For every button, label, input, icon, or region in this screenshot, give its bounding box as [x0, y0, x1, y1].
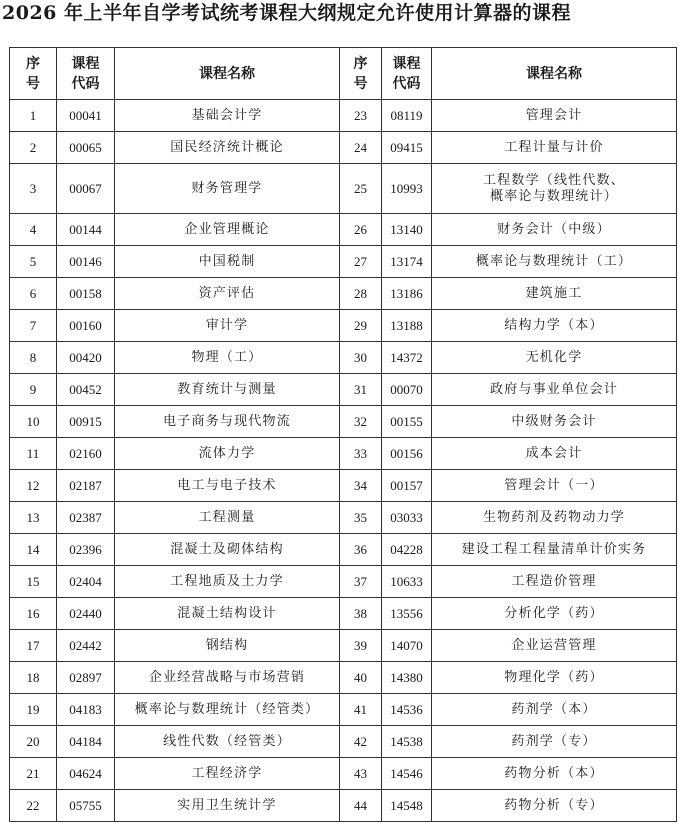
left-name-cell: 工程测量	[115, 502, 340, 534]
left-seq-cell: 12	[10, 470, 57, 502]
right-name-cell: 成本会计	[432, 438, 677, 470]
right-code-cell: 10633	[382, 566, 432, 598]
right-code-cell: 14538	[382, 726, 432, 758]
right-name-cell: 财务会计（中级）	[432, 214, 677, 246]
right-seq-cell: 26	[340, 214, 382, 246]
left-seq-cell: 4	[10, 214, 57, 246]
table-row	[10, 132, 677, 164]
left-seq-cell: 22	[10, 790, 57, 822]
right-name-cell: 药剂学（专）	[432, 726, 677, 758]
left-code-cell: 02440	[57, 598, 115, 630]
right-name-cell: 建设工程工程量清单计价实务	[432, 534, 677, 566]
header-code-left: 课程 代码	[57, 48, 115, 100]
right-seq-cell: 41	[340, 694, 382, 726]
left-name-cell: 物理（工）	[115, 342, 340, 374]
left-name-cell: 工程地质及土力学	[115, 566, 340, 598]
table-row	[10, 374, 677, 406]
page-title: 2026 年上半年自学考试统考课程大纲规定允许使用计算器的课程	[2, 2, 571, 24]
right-code-cell: 00070	[382, 374, 432, 406]
left-seq-cell: 9	[10, 374, 57, 406]
left-code-cell: 00158	[57, 278, 115, 310]
left-code-cell: 02160	[57, 438, 115, 470]
right-name-cell: 中级财务会计	[432, 406, 677, 438]
right-code-cell: 13174	[382, 246, 432, 278]
right-seq-cell: 34	[340, 470, 382, 502]
left-seq-cell: 7	[10, 310, 57, 342]
left-name-cell: 资产评估	[115, 278, 340, 310]
right-code-cell: 04228	[382, 534, 432, 566]
left-code-cell: 00067	[57, 164, 115, 214]
table-row	[10, 790, 677, 822]
header-seq-right: 序 号	[340, 48, 382, 100]
left-name-cell: 线性代数（经管类）	[115, 726, 340, 758]
right-seq-cell: 28	[340, 278, 382, 310]
left-name-cell: 企业管理概论	[115, 214, 340, 246]
right-name-cell: 工程数学（线性代数、 概率论与数理统计）	[432, 164, 677, 214]
left-code-cell: 04184	[57, 726, 115, 758]
left-seq-cell: 3	[10, 164, 57, 214]
right-seq-cell: 35	[340, 502, 382, 534]
left-seq-cell: 17	[10, 630, 57, 662]
table-row	[10, 438, 677, 470]
right-name-cell: 概率论与数理统计（工）	[432, 246, 677, 278]
right-seq-cell: 39	[340, 630, 382, 662]
right-seq-cell: 42	[340, 726, 382, 758]
table-header-row	[10, 48, 677, 100]
right-code-cell: 00155	[382, 406, 432, 438]
left-code-cell: 00420	[57, 342, 115, 374]
left-code-cell: 02404	[57, 566, 115, 598]
right-name-cell: 管理会计	[432, 100, 677, 132]
right-name-cell: 生物药剂及药物动力学	[432, 502, 677, 534]
right-seq-cell: 43	[340, 758, 382, 790]
right-code-cell: 14070	[382, 630, 432, 662]
table-row	[10, 502, 677, 534]
right-name-cell: 结构力学（本）	[432, 310, 677, 342]
right-name-cell: 政府与事业单位会计	[432, 374, 677, 406]
table-row	[10, 342, 677, 374]
right-seq-cell: 27	[340, 246, 382, 278]
left-seq-cell: 11	[10, 438, 57, 470]
left-seq-cell: 14	[10, 534, 57, 566]
table-row	[10, 214, 677, 246]
right-seq-cell: 30	[340, 342, 382, 374]
left-code-cell: 04183	[57, 694, 115, 726]
table-row	[10, 598, 677, 630]
right-name-cell: 药剂学（本）	[432, 694, 677, 726]
table-row	[10, 630, 677, 662]
left-name-cell: 电工与电子技术	[115, 470, 340, 502]
right-code-cell: 14372	[382, 342, 432, 374]
right-seq-cell: 24	[340, 132, 382, 164]
right-code-cell: 14380	[382, 662, 432, 694]
left-code-cell: 00452	[57, 374, 115, 406]
left-name-cell: 教育统计与测量	[115, 374, 340, 406]
table-row	[10, 470, 677, 502]
left-name-cell: 钢结构	[115, 630, 340, 662]
table-row	[10, 246, 677, 278]
right-name-cell: 物理化学（药）	[432, 662, 677, 694]
table-row	[10, 758, 677, 790]
header-seq-left: 序 号	[10, 48, 57, 100]
table-row	[10, 310, 677, 342]
left-name-cell: 基础会计学	[115, 100, 340, 132]
left-name-cell: 国民经济统计概论	[115, 132, 340, 164]
right-seq-cell: 31	[340, 374, 382, 406]
right-code-cell: 00156	[382, 438, 432, 470]
left-code-cell: 05755	[57, 790, 115, 822]
table-row	[10, 662, 677, 694]
left-name-cell: 企业经营战略与市场营销	[115, 662, 340, 694]
right-code-cell: 00157	[382, 470, 432, 502]
left-seq-cell: 1	[10, 100, 57, 132]
left-name-cell: 实用卫生统计学	[115, 790, 340, 822]
left-seq-cell: 10	[10, 406, 57, 438]
right-seq-cell: 36	[340, 534, 382, 566]
right-name-cell: 工程计量与计价	[432, 132, 677, 164]
left-code-cell: 00915	[57, 406, 115, 438]
left-seq-cell: 6	[10, 278, 57, 310]
right-seq-cell: 33	[340, 438, 382, 470]
course-table	[9, 47, 677, 822]
left-code-cell: 02387	[57, 502, 115, 534]
left-seq-cell: 8	[10, 342, 57, 374]
table-row	[10, 278, 677, 310]
right-code-cell: 14548	[382, 790, 432, 822]
left-code-cell: 00144	[57, 214, 115, 246]
right-seq-cell: 37	[340, 566, 382, 598]
left-name-cell: 流体力学	[115, 438, 340, 470]
right-name-cell: 企业运营管理	[432, 630, 677, 662]
left-seq-cell: 19	[10, 694, 57, 726]
left-seq-cell: 18	[10, 662, 57, 694]
right-seq-cell: 38	[340, 598, 382, 630]
table-row	[10, 164, 677, 214]
left-code-cell: 02442	[57, 630, 115, 662]
left-name-cell: 混凝土及砌体结构	[115, 534, 340, 566]
left-name-cell: 混凝土结构设计	[115, 598, 340, 630]
right-name-cell: 药物分析（专）	[432, 790, 677, 822]
table-row	[10, 566, 677, 598]
right-seq-cell: 29	[340, 310, 382, 342]
right-code-cell: 10993	[382, 164, 432, 214]
right-code-cell: 09415	[382, 132, 432, 164]
right-code-cell: 14536	[382, 694, 432, 726]
left-name-cell: 中国税制	[115, 246, 340, 278]
left-code-cell: 00146	[57, 246, 115, 278]
right-name-cell: 管理会计（一）	[432, 470, 677, 502]
left-name-cell: 工程经济学	[115, 758, 340, 790]
right-name-cell: 建筑施工	[432, 278, 677, 310]
right-seq-cell: 32	[340, 406, 382, 438]
left-code-cell: 04624	[57, 758, 115, 790]
right-name-cell: 无机化学	[432, 342, 677, 374]
left-seq-cell: 21	[10, 758, 57, 790]
right-code-cell: 14546	[382, 758, 432, 790]
left-seq-cell: 20	[10, 726, 57, 758]
left-seq-cell: 13	[10, 502, 57, 534]
right-code-cell: 13186	[382, 278, 432, 310]
header-name-right: 课程名称	[432, 48, 677, 100]
left-name-cell: 电子商务与现代物流	[115, 406, 340, 438]
table-row	[10, 726, 677, 758]
left-seq-cell: 16	[10, 598, 57, 630]
table-row	[10, 694, 677, 726]
left-seq-cell: 15	[10, 566, 57, 598]
left-code-cell: 00160	[57, 310, 115, 342]
left-code-cell: 02897	[57, 662, 115, 694]
right-seq-cell: 25	[340, 164, 382, 214]
left-code-cell: 02187	[57, 470, 115, 502]
table-row	[10, 406, 677, 438]
right-seq-cell: 23	[340, 100, 382, 132]
left-seq-cell: 5	[10, 246, 57, 278]
right-seq-cell: 44	[340, 790, 382, 822]
right-code-cell: 13556	[382, 598, 432, 630]
header-code-right: 课程 代码	[382, 48, 432, 100]
left-seq-cell: 2	[10, 132, 57, 164]
table-row	[10, 534, 677, 566]
left-code-cell: 00065	[57, 132, 115, 164]
right-code-cell: 13188	[382, 310, 432, 342]
right-name-cell: 药物分析（本）	[432, 758, 677, 790]
right-name-cell: 工程造价管理	[432, 566, 677, 598]
left-name-cell: 概率论与数理统计（经管类）	[115, 694, 340, 726]
left-code-cell: 00041	[57, 100, 115, 132]
right-name-cell: 分析化学（药）	[432, 598, 677, 630]
right-code-cell: 13140	[382, 214, 432, 246]
left-name-cell: 审计学	[115, 310, 340, 342]
right-code-cell: 08119	[382, 100, 432, 132]
table-row	[10, 100, 677, 132]
header-name-left: 课程名称	[115, 48, 340, 100]
left-name-cell: 财务管理学	[115, 164, 340, 214]
left-code-cell: 02396	[57, 534, 115, 566]
right-seq-cell: 40	[340, 662, 382, 694]
right-code-cell: 03033	[382, 502, 432, 534]
